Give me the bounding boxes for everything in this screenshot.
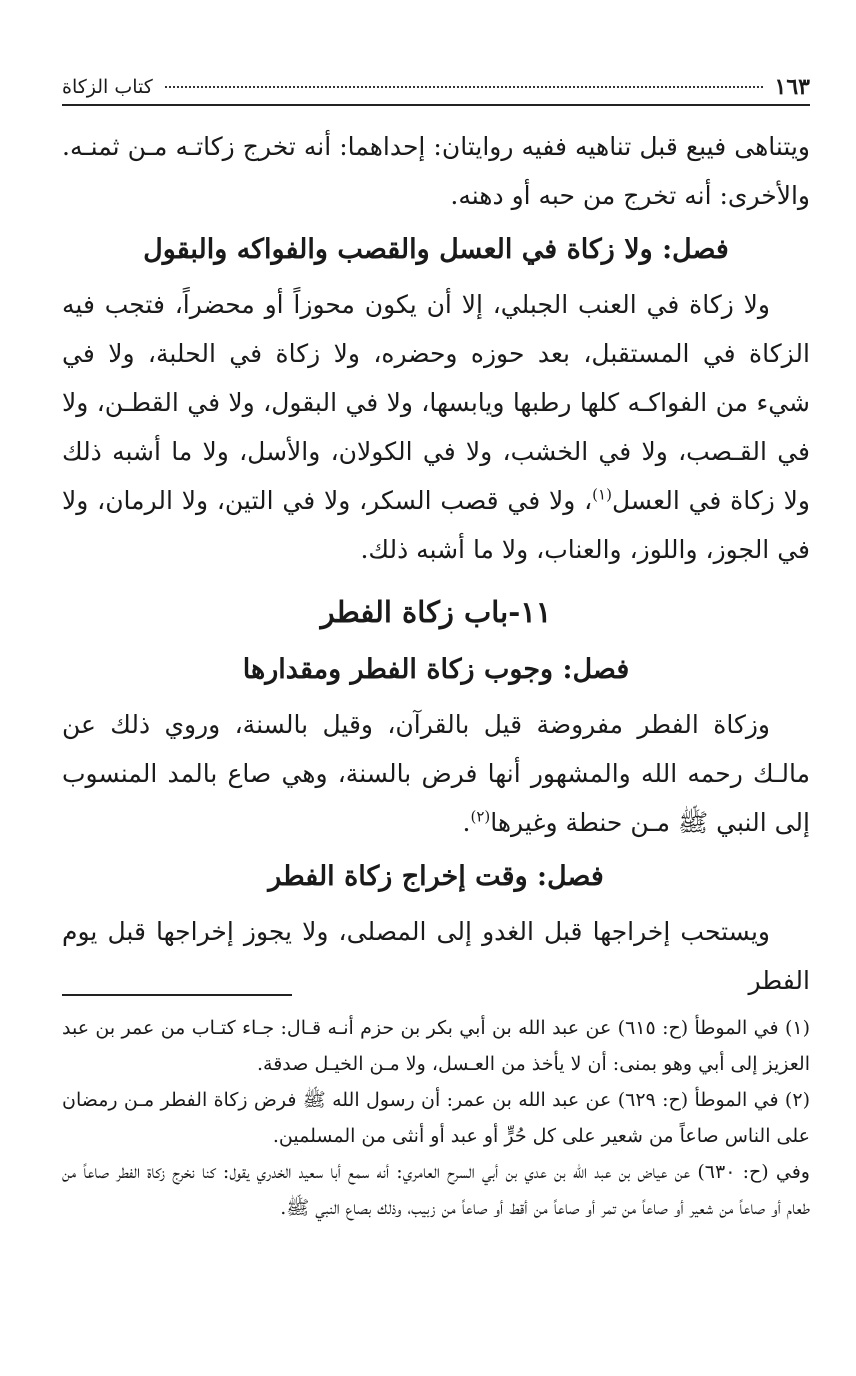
book-page bbox=[62, 0, 810, 1376]
footnote-2-continuation: وفي (ح: ٦٣٠) عن عياض بن عبد الله بن عدي بن أبي السرح العامري: أنه سمع أبا سعيد الخدري يقول: كنا نخرج زكاة الفطر صاعاً من طعام أو صاعاً من شعير أو صاعاً من تمر أو صاعاً من أقط أو صاعاً من زبيب، وذلك بصاع النبي ﷺ. bbox=[62, 1161, 810, 1219]
paragraph-obligation bbox=[62, 700, 810, 847]
paragraph-timing: ويستحب إخراجها قبل الغدو إلى المصلى، ولا يجوز إخراجها قبل يوم الفطر bbox=[62, 917, 810, 995]
footnote-ref-2[interactable]: (٢) bbox=[470, 807, 491, 826]
footnote-2: (٢) في الموطأ (ح: ٦٢٩) عن عبد الله بن عمر: أن رسول الله ﷺ فرض زكاة الفطر مـن رمضان على الناس صاعاً من شعير على كل حُرٍّ أو عبد أو أنثى من المسلمين. bbox=[62, 1089, 810, 1147]
footnote-separator bbox=[62, 994, 292, 996]
paragraph-honey-text: ولا زكاة في العنب الجبلي، إلا أن يكون محوزاً أو محضراً، فتجب فيه الزكاة في المستقبل، بعد حوزه وحضره، ولا زكاة في الحلبة، ولا في شيء من الفواكـه كلها رطبها ويابسها، ولا في البقول، ولا في القطـن، ولا في القـصب، ولا في الخشب، ولا في الكولان، والأسل، ولا ما أشبه ذلك ولا زكاة في العسل bbox=[62, 290, 810, 515]
paragraph-honey bbox=[62, 280, 810, 574]
chapter-title: ١١-باب زكاة الفطر bbox=[320, 595, 552, 629]
main-text bbox=[62, 122, 810, 1005]
paragraph-obligation-text-end: . bbox=[462, 808, 471, 837]
intro-paragraph: ويتناهى فيبع قبل تناهيه ففيه روايتان: إحداهما: أنه تخرج زكاتـه مـن ثمنـه. والأخرى: أنه تخرج من حبه أو دهنه. bbox=[62, 132, 810, 210]
section-heading-obligation: فصل: وجوب زكاة الفطر ومقدارها bbox=[242, 654, 630, 685]
footnote-ref-1[interactable]: (١) bbox=[592, 485, 612, 504]
footnote-1: (١) في الموطأ (ح: ٦١٥) عن عبد الله بن أبي بكر بن حزم أنـه قـال: جـاء كتـاب من عمر بن عبد العزيز إلى أبي وهو بمنى: أن لا يأخذ من العـسل، ولا مـن الخيـل صدقة. bbox=[62, 1017, 810, 1075]
header-dotted-leader bbox=[165, 86, 763, 88]
section-heading-timing: فصل: وقت إخراج زكاة الفطر bbox=[268, 861, 604, 892]
book-title: كتاب الزكاة bbox=[62, 76, 153, 98]
section-heading-honey: فصل: ولا زكاة في العسل والقصب والفواكه والبقول bbox=[143, 234, 729, 265]
footnotes bbox=[62, 1010, 810, 1226]
paragraph-obligation-text: وزكاة الفطر مفروضة قيل بالقرآن، وقيل بالسنة، وروي ذلك عن مالـك رحمه الله والمشهور أنها فرض بالسنة، وهي صاع بالمد المنسوب إلى النبي ﷺ مـن حنطة وغيرها bbox=[62, 710, 810, 837]
running-header bbox=[62, 70, 810, 106]
page-number: ١٦٣ bbox=[774, 74, 810, 100]
paragraph-honey-text-end: ، ولا في قصب السكر، ولا في التين، ولا الرمان، ولا في الجوز، واللوز، والعناب، ولا ما أشبه ذلك. bbox=[62, 486, 810, 564]
